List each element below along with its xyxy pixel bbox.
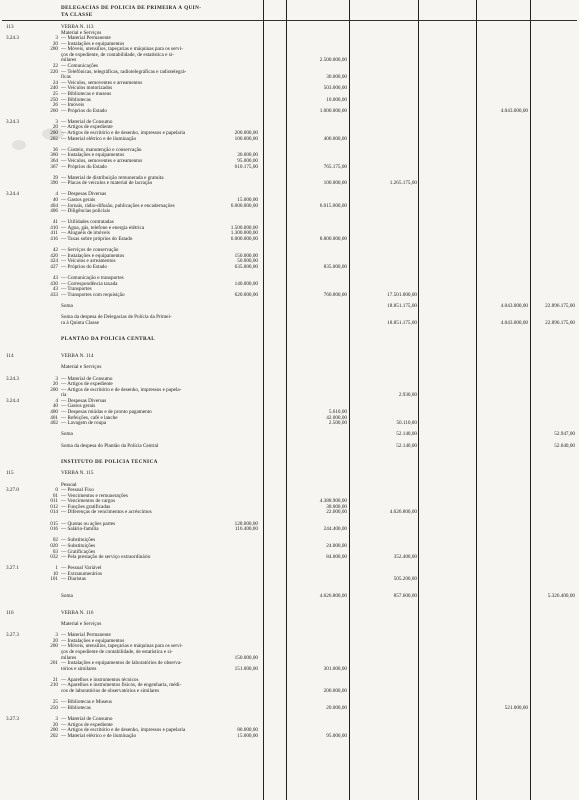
description: — Imóveis	[61, 102, 85, 109]
sub-code: 390	[50, 180, 58, 187]
sub-code: 260	[50, 107, 58, 114]
amount-a: 1.500.000,00	[230, 224, 258, 231]
amount-b: 6.015.000,00	[319, 202, 347, 209]
description: Pessoal	[61, 481, 77, 488]
description: — Próprios do Estado	[61, 263, 107, 270]
sub-code: 41	[52, 219, 58, 226]
description: VERBA N. 115	[61, 470, 94, 477]
description: — Água, gás, telefone e energia elétrica	[61, 224, 145, 231]
description: ra à Quinta Classe	[61, 319, 99, 326]
description: VERBA N. 114	[61, 353, 94, 360]
amount-c: 52.140,00	[396, 431, 417, 438]
amount-b: 503.000,00	[323, 85, 347, 92]
description: — Substituições	[61, 537, 96, 544]
amount-a: 128.000,00	[234, 520, 258, 527]
amount-a: 50.000,00	[237, 258, 258, 265]
description: — Próprios do Estado	[61, 163, 107, 170]
description: Soma da despesa de Delegacias de Polícia da Primei-	[61, 314, 172, 321]
description: — Móveis, utensílios, tapeçarias e máquinas para os servi-	[61, 46, 183, 53]
description: — Serviços de conservação	[61, 247, 119, 254]
description: — Próprios do Estado	[61, 107, 107, 114]
description: — Despesas miúdas e de pronto pagamento	[61, 409, 152, 416]
sub-code: 26	[52, 102, 58, 109]
amount-f: 22.896.175,00	[545, 319, 575, 326]
amount-a: 15.000,00	[237, 732, 258, 739]
description: — Refeições, café e lanche	[61, 414, 118, 421]
amount-b: 200.000,00	[323, 688, 347, 695]
description: — Instalações e equipamentos	[61, 40, 125, 47]
sub-code: 3	[55, 118, 58, 125]
amount-e: 4.043.000,00	[500, 107, 528, 114]
description: — Bibliotecas	[61, 96, 91, 103]
description: — Utilidades contratadas	[61, 219, 114, 226]
line-code: 3.24.4	[6, 191, 19, 198]
description: — Jornais, rádio-difusão, publicações e encadernações	[61, 202, 175, 209]
sub-code: 367	[50, 163, 58, 170]
amount-a: 100.000,00	[234, 135, 258, 142]
description: — Veículos motorizados	[61, 85, 113, 92]
description: — Substituições	[61, 542, 96, 549]
sub-code: 21	[52, 676, 58, 683]
amount-b: 2.500,00	[328, 420, 347, 427]
sub-code: 20	[52, 40, 58, 47]
amount-a: 150.000,00	[234, 654, 258, 661]
section-title-line2: TA CLASSE	[61, 12, 93, 18]
amount-a: 151.000,00	[234, 665, 258, 672]
line-code: 114	[6, 353, 14, 360]
description: — Pessoal Fixo	[61, 487, 94, 494]
description: Material e Serviços	[61, 364, 102, 371]
description: — Comunicações	[61, 63, 99, 70]
description: — Artigos de expediente	[61, 381, 113, 388]
description: ços de expediente de contabilidade, de estatística e si-	[61, 648, 173, 655]
line-code: 115	[6, 470, 14, 477]
amount-b: 4.388.900,00	[319, 498, 347, 505]
sub-code: 3	[55, 632, 58, 639]
description: tórios e similares	[61, 665, 97, 672]
amount-a: 150.000,00	[234, 252, 258, 259]
sub-code: 3	[55, 715, 58, 722]
description: — Pela prestação de serviço extraordinário	[61, 554, 151, 561]
sub-code: 400	[50, 409, 58, 416]
sub-code: 42	[52, 247, 58, 254]
sub-code: 250	[50, 96, 58, 103]
description: — Salário-família	[61, 526, 99, 533]
description: — Material de Consumo	[61, 118, 113, 125]
description: — Artigos de escritório e de desenho, impressos e papelaria	[61, 727, 186, 734]
description: — Artigos de expediente	[61, 721, 113, 728]
amount-c: 857.600,00	[393, 593, 417, 600]
amount-a: 200.000,00	[234, 130, 258, 137]
description: — Custeio, manutenção e conservação	[61, 146, 142, 153]
amount-a: 6.000.000,00	[230, 236, 258, 243]
amount-c: 352.400,00	[393, 554, 417, 561]
sub-code: 40	[52, 196, 58, 203]
amount-a: 116.400,00	[234, 526, 258, 533]
amount-a: 95.000,00	[237, 157, 258, 164]
sub-code: 43	[52, 275, 58, 282]
amount-e: 521.000,00	[504, 704, 528, 711]
sub-code: 016	[50, 526, 58, 533]
sub-code: 20	[52, 381, 58, 388]
description: — Bibliotecas e museus	[61, 90, 112, 97]
description: — Placas de veículos e material de lacração	[61, 180, 153, 187]
description: cos de laboratórios de observatórios e similares	[61, 688, 160, 695]
description: — Móveis, utensílios, tapeçarias e máquinas para os servi-	[61, 643, 183, 650]
description: — Artigos de escritório e de desenho, impressos e papelaria	[61, 130, 186, 137]
amount-b: 42.000,00	[326, 414, 347, 421]
description: — Artigos de escritório e de desenho, impressos e papela-	[61, 386, 182, 393]
description: — Comunicação e transportes	[61, 275, 124, 282]
sub-code: 410	[50, 224, 58, 231]
description: — Veículos e arreamentos	[61, 258, 116, 265]
sub-code: 430	[50, 280, 58, 287]
description: Soma	[61, 593, 73, 600]
description: Soma	[61, 303, 73, 309]
amount-b: 38.000,00	[326, 503, 347, 510]
sub-code: 200	[50, 130, 58, 137]
sub-code: 020	[50, 542, 58, 549]
amount-c: 1.265.175,00	[389, 180, 417, 187]
sub-code: 25	[52, 699, 58, 706]
sub-code: 416	[50, 236, 58, 243]
line-code: 3.24.3	[6, 118, 19, 125]
description: — Material de Consumo	[61, 715, 113, 722]
header-rule	[2, 20, 577, 21]
amount-b: 760.000,00	[323, 291, 347, 298]
description: — Veículos, semoventes e arreamentos	[61, 79, 143, 86]
amount-f: 52.947,00	[554, 431, 575, 438]
amount-b: 301.000,00	[323, 665, 347, 672]
description: — Vencimentos de cargos	[61, 498, 116, 505]
description: Material e Serviços	[61, 621, 102, 628]
sub-code: 220	[50, 68, 58, 75]
amount-c: 17.501.000,00	[387, 291, 417, 298]
description: — Vencimentos e remunerações	[61, 492, 128, 499]
description: — Artigos de expediente	[61, 124, 113, 131]
description: INSTITUTO DE POLÍCIA TÉCNICA	[61, 459, 158, 466]
sub-code: 02	[52, 537, 58, 544]
description: — Instalações e equipamentos	[61, 152, 125, 159]
sub-code: 01	[52, 492, 58, 499]
sub-code: 03	[52, 548, 58, 555]
amount-a: 610.175,00	[234, 163, 258, 170]
description: — Veículos, semoventes e arreamentos	[61, 157, 143, 164]
amount-b: 765.175,00	[323, 163, 347, 170]
amount-b: 244.400,00	[323, 526, 347, 533]
sub-code: 200	[50, 727, 58, 734]
sub-code: 404	[50, 202, 58, 209]
description: — Bibliotecas e Museus	[61, 699, 112, 706]
sub-code: 201	[50, 660, 58, 667]
amount-b: 22.000,00	[326, 509, 347, 516]
description: — Aparelhos e instrumentos físicos, de engenharia, médi-	[61, 682, 182, 689]
sub-code: 210	[50, 682, 58, 689]
sub-code: 240	[50, 85, 58, 92]
description: Soma	[61, 431, 73, 438]
amount-a: 620.000,00	[234, 291, 258, 298]
sub-code: 411	[50, 230, 58, 237]
sub-code: 39	[52, 174, 58, 181]
description: — Aparelhos e instrumentos técnicos	[61, 676, 139, 683]
description: — Instalações e equipamentos	[61, 252, 125, 259]
description: — Aluguéis de imóveis	[61, 230, 110, 237]
sub-code: 25	[52, 90, 58, 97]
description: — Diaristas	[61, 576, 86, 583]
amount-a: 635.000,00	[234, 263, 258, 270]
amount-b: 30.000,00	[326, 74, 347, 81]
sub-code: 401	[50, 414, 58, 421]
description: — Despesas Diversas	[61, 397, 107, 404]
description: — Instalações e equipamentos de laboratórios de observa-	[61, 660, 182, 667]
amount-b: 5.610,00	[328, 409, 347, 416]
amount-b: 835.000,00	[323, 263, 347, 270]
description: Soma da despesa do Plantão da Polícia Central	[61, 442, 159, 449]
amount-f: 52.040,00	[554, 442, 575, 449]
line-code: 116	[6, 609, 14, 616]
sub-code: 40	[52, 403, 58, 410]
sub-code: 202	[50, 732, 58, 739]
amount-a: 1.300.000,00	[230, 230, 258, 237]
table-row	[0, 733, 579, 740]
line-code: 3.24.4	[6, 397, 19, 404]
amount-a: 80.000,00	[237, 727, 258, 734]
amount-f: 5.326.400,00	[547, 593, 575, 600]
amount-b: 4.626.800,00	[319, 593, 347, 600]
amount-a: 140.000,00	[234, 280, 258, 287]
amount-a: 6.000.000,00	[230, 202, 258, 209]
description: milares	[61, 57, 77, 64]
description: milares	[61, 654, 77, 661]
sub-code: 0	[55, 487, 58, 494]
amount-b: 24.000,00	[326, 542, 347, 549]
sub-code: 364	[50, 157, 58, 164]
description: — Funções gratificadas	[61, 503, 111, 510]
sub-code: 032	[50, 554, 58, 561]
sub-code: 20	[52, 721, 58, 728]
sub-code: 22	[52, 63, 58, 70]
amount-b: 1.000.000,00	[319, 107, 347, 114]
sub-code: 3	[55, 35, 58, 42]
sub-code: 427	[50, 263, 58, 270]
description: — Extranumerários	[61, 570, 103, 577]
amount-b: 2.500.000,00	[319, 57, 347, 64]
description: — Telefônicas, telegráficas, radiotelegráficas e radiotelegrá-	[61, 68, 187, 75]
description: VERBA N. 116	[61, 609, 94, 616]
sub-code: 433	[50, 291, 58, 298]
description: — Gastos gerais	[61, 403, 96, 410]
line-code: 3.27.3	[6, 632, 19, 639]
sub-code: 4	[55, 191, 58, 198]
amount-a: 15.000,00	[237, 196, 258, 203]
description: — Transportes com requisição	[61, 291, 125, 298]
sub-code: 4	[55, 397, 58, 404]
description: Material e Serviços	[61, 29, 102, 36]
sub-code: 250	[50, 704, 58, 711]
section-title-line1: DELEGACIAS DE POLÍCIA DE PRIMEIRA À QUIN-	[61, 5, 202, 11]
sub-code: 3	[55, 375, 58, 382]
description: — Material Permanente	[61, 35, 111, 42]
amount-c: 505.200,00	[393, 576, 417, 583]
line-code: 113	[6, 24, 14, 30]
amount-b: 95.000,00	[326, 732, 347, 739]
sub-code: 10	[52, 570, 58, 577]
description: — Correspondência taxada	[61, 280, 118, 287]
description: — Pessoal Variável	[61, 565, 102, 572]
sub-code: 402	[50, 420, 58, 427]
description: — Diligências policiais	[61, 208, 110, 215]
description: — Material de Consumo	[61, 375, 113, 382]
sub-code: 420	[50, 252, 58, 259]
description: — Despesas Diversas	[61, 191, 107, 198]
description: ficas	[61, 74, 71, 81]
section-title	[0, 12, 579, 19]
description: VERBA N. 113	[61, 24, 94, 30]
sub-code: 200	[50, 643, 58, 650]
sub-code: 014	[50, 509, 58, 516]
sub-code: 36	[52, 146, 58, 153]
sub-code: 1	[55, 565, 58, 572]
sub-code: 101	[50, 576, 58, 583]
amount-c: 52.140,00	[396, 442, 417, 449]
sub-code: 360	[50, 152, 58, 159]
sub-code: 424	[50, 258, 58, 265]
amount-b: 20.000,00	[326, 704, 347, 711]
description: — Instalações e equipamentos	[61, 637, 125, 644]
description: — Diferenças de vencimentos e acréscimos	[61, 509, 152, 516]
sub-code: 24	[52, 79, 58, 86]
amount-f: 22.896.175,00	[545, 303, 575, 309]
description: ços de expediente, de contabilidade, de estatística e si-	[61, 51, 174, 58]
amount-e: 4.043.000,00	[500, 319, 528, 326]
description: — Transportes	[61, 286, 92, 293]
description: — Gratificações	[61, 548, 96, 555]
amount-b: 100.000,00	[323, 180, 347, 187]
description: PLANTÃO DA POLÍCIA CENTRAL	[61, 336, 156, 343]
description: — Gastos gerais	[61, 196, 96, 203]
amount-a: 30.000,00	[237, 152, 258, 159]
line-code: 3.27.1	[6, 565, 19, 572]
amount-c: 18.851.175,00	[387, 303, 417, 309]
description: — Quotas ou ações partes	[61, 520, 116, 527]
description: — Material elétrico e de iluminação	[61, 135, 137, 142]
description: — Lavagem de roupa	[61, 420, 107, 427]
sub-code: 202	[50, 135, 58, 142]
section-title	[0, 5, 579, 12]
amount-b: 10.000,00	[326, 96, 347, 103]
line-code: 3.24.3	[6, 35, 19, 42]
description: — Material de distribuição remunerada e gratuita	[61, 174, 164, 181]
amount-c: 4.626.800,00	[389, 509, 417, 516]
description: — Material Permanente	[61, 632, 111, 639]
line-code: 3.27.3	[6, 715, 19, 722]
amount-c: 18.851.175,00	[387, 319, 417, 326]
amount-e: 4.043.000,00	[500, 303, 528, 309]
line-code: 3.27.0	[6, 487, 19, 494]
description: ria	[61, 392, 67, 399]
description: — Material elétrico e de iluminação	[61, 732, 137, 739]
description: — Bibliotecas	[61, 704, 91, 711]
sub-code: 200	[50, 46, 58, 53]
amount-b: 8.800.000,00	[319, 236, 347, 243]
sub-code: 011	[50, 498, 58, 505]
line-code: 3.24.3	[6, 375, 19, 382]
amount-c: 2.930,00	[398, 392, 417, 399]
amount-b: 400.000,00	[323, 135, 347, 142]
sub-code: 20	[52, 124, 58, 131]
description: — Taxas sobre próprios do Estado	[61, 236, 133, 243]
sub-code: 200	[50, 386, 58, 393]
sub-code: 012	[50, 503, 58, 510]
amount-c: 50.110,00	[396, 420, 417, 427]
sub-code: 015	[50, 520, 58, 527]
amount-b: 84.000,00	[326, 554, 347, 561]
sub-code: 406	[50, 208, 58, 215]
sub-code: 43	[52, 286, 58, 293]
sub-code: 20	[52, 637, 58, 644]
